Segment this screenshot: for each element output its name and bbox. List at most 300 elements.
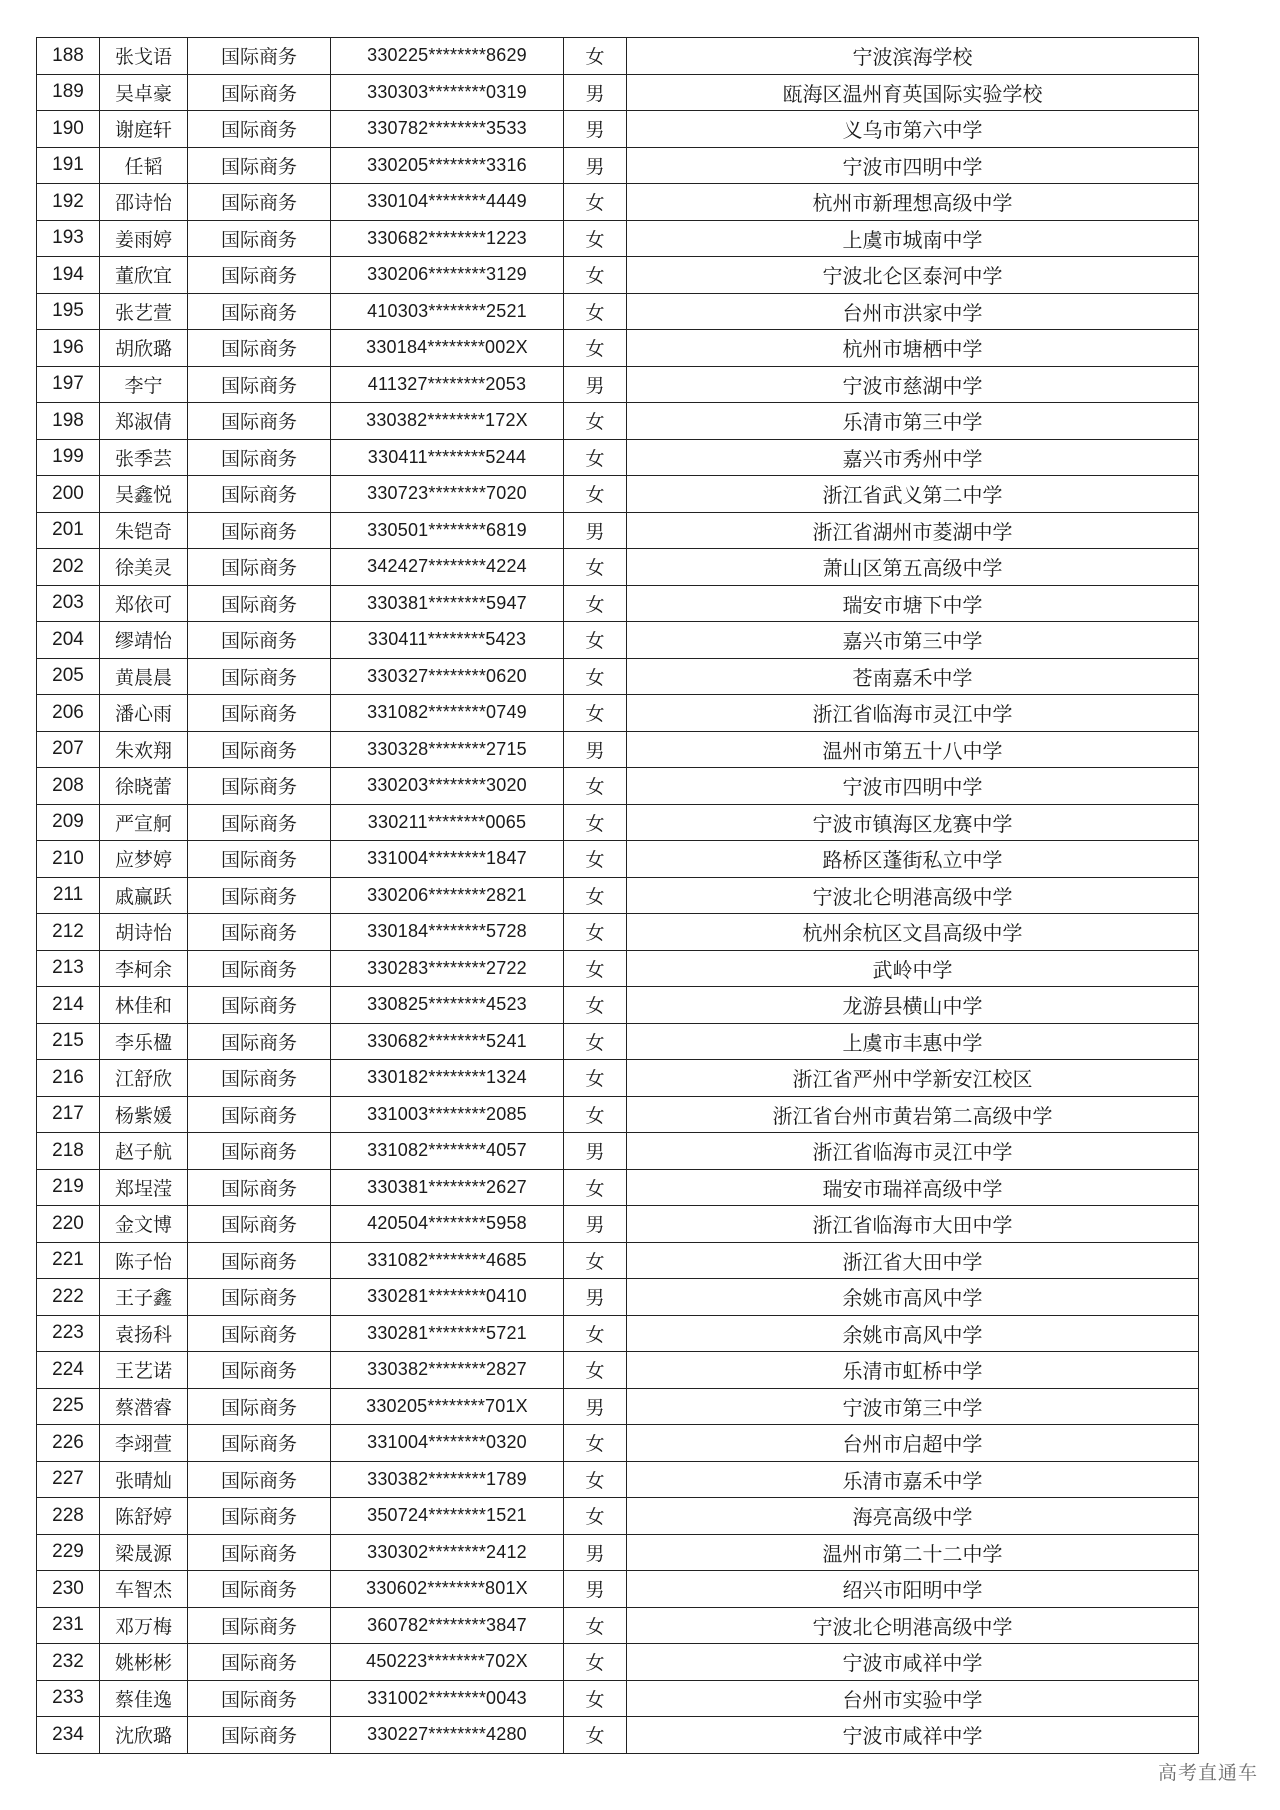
cell-name: 朱欢翔 bbox=[100, 731, 188, 768]
cell-name: 张艺萱 bbox=[100, 293, 188, 330]
cell-name: 张晴灿 bbox=[100, 1461, 188, 1498]
table-row bbox=[37, 1498, 1199, 1535]
cell-major: 国际商务 bbox=[188, 366, 331, 403]
table-row bbox=[37, 731, 1199, 768]
cell-name: 江舒欣 bbox=[100, 1060, 188, 1097]
cell-name: 吴鑫悦 bbox=[100, 476, 188, 513]
cell-id-number: 330327********0620 bbox=[331, 658, 564, 695]
cell-major: 国际商务 bbox=[188, 1279, 331, 1316]
cell-school: 宁波市四明中学 bbox=[627, 768, 1199, 805]
cell-major: 国际商务 bbox=[188, 1206, 331, 1243]
cell-name: 朱铠奇 bbox=[100, 512, 188, 549]
cell-school: 余姚市高风中学 bbox=[627, 1279, 1199, 1316]
cell-name: 蔡佳逸 bbox=[100, 1680, 188, 1717]
table-row bbox=[37, 585, 1199, 622]
cell-number: 225 bbox=[37, 1388, 100, 1425]
cell-major: 国际商务 bbox=[188, 1425, 331, 1462]
cell-gender: 女 bbox=[564, 403, 627, 440]
cell-id-number: 330281********0410 bbox=[331, 1279, 564, 1316]
cell-id-number: 330302********2412 bbox=[331, 1534, 564, 1571]
cell-major: 国际商务 bbox=[188, 950, 331, 987]
cell-id-number: 330206********3129 bbox=[331, 257, 564, 294]
cell-gender: 女 bbox=[564, 658, 627, 695]
cell-gender: 女 bbox=[564, 877, 627, 914]
cell-number: 222 bbox=[37, 1279, 100, 1316]
cell-number: 231 bbox=[37, 1607, 100, 1644]
cell-major: 国际商务 bbox=[188, 1352, 331, 1389]
cell-name: 金文博 bbox=[100, 1206, 188, 1243]
cell-school: 瓯海区温州育英国际实验学校 bbox=[627, 74, 1199, 111]
cell-name: 郑依可 bbox=[100, 585, 188, 622]
cell-id-number: 330602********801X bbox=[331, 1571, 564, 1608]
table-row bbox=[37, 366, 1199, 403]
cell-id-number: 331082********0749 bbox=[331, 695, 564, 732]
cell-number: 226 bbox=[37, 1425, 100, 1462]
cell-school: 浙江省大田中学 bbox=[627, 1242, 1199, 1279]
cell-major: 国际商务 bbox=[188, 877, 331, 914]
cell-name: 谢庭轩 bbox=[100, 111, 188, 148]
cell-number: 197 bbox=[37, 366, 100, 403]
cell-number: 200 bbox=[37, 476, 100, 513]
cell-number: 198 bbox=[37, 403, 100, 440]
cell-school: 武岭中学 bbox=[627, 950, 1199, 987]
table-row bbox=[37, 658, 1199, 695]
cell-id-number: 330227********4280 bbox=[331, 1717, 564, 1754]
cell-gender: 女 bbox=[564, 1425, 627, 1462]
cell-gender: 男 bbox=[564, 366, 627, 403]
cell-major: 国际商务 bbox=[188, 74, 331, 111]
cell-number: 215 bbox=[37, 1023, 100, 1060]
table-row bbox=[37, 1315, 1199, 1352]
cell-gender: 男 bbox=[564, 147, 627, 184]
cell-name: 张戈语 bbox=[100, 38, 188, 75]
cell-name: 胡欣璐 bbox=[100, 330, 188, 367]
table-row bbox=[37, 1680, 1199, 1717]
cell-gender: 女 bbox=[564, 768, 627, 805]
cell-number: 224 bbox=[37, 1352, 100, 1389]
cell-major: 国际商务 bbox=[188, 403, 331, 440]
table-row bbox=[37, 1352, 1199, 1389]
table-row bbox=[37, 330, 1199, 367]
cell-school: 嘉兴市第三中学 bbox=[627, 622, 1199, 659]
table-row bbox=[37, 877, 1199, 914]
cell-number: 223 bbox=[37, 1315, 100, 1352]
cell-gender: 女 bbox=[564, 695, 627, 732]
cell-name: 李柯余 bbox=[100, 950, 188, 987]
cell-id-number: 330205********701X bbox=[331, 1388, 564, 1425]
cell-school: 宁波北仑区泰河中学 bbox=[627, 257, 1199, 294]
cell-school: 宁波市咸祥中学 bbox=[627, 1644, 1199, 1681]
cell-school: 萧山区第五高级中学 bbox=[627, 549, 1199, 586]
cell-number: 230 bbox=[37, 1571, 100, 1608]
cell-name: 邓万梅 bbox=[100, 1607, 188, 1644]
table-row bbox=[37, 403, 1199, 440]
cell-major: 国际商务 bbox=[188, 1644, 331, 1681]
cell-id-number: 331082********4057 bbox=[331, 1133, 564, 1170]
cell-id-number: 331004********0320 bbox=[331, 1425, 564, 1462]
cell-school: 绍兴市阳明中学 bbox=[627, 1571, 1199, 1608]
cell-id-number: 330723********7020 bbox=[331, 476, 564, 513]
cell-id-number: 330104********4449 bbox=[331, 184, 564, 221]
cell-id-number: 331003********2085 bbox=[331, 1096, 564, 1133]
table-row bbox=[37, 293, 1199, 330]
cell-number: 216 bbox=[37, 1060, 100, 1097]
cell-name: 应梦婷 bbox=[100, 841, 188, 878]
cell-number: 229 bbox=[37, 1534, 100, 1571]
cell-major: 国际商务 bbox=[188, 549, 331, 586]
cell-gender: 女 bbox=[564, 293, 627, 330]
cell-gender: 女 bbox=[564, 549, 627, 586]
table-row bbox=[37, 1425, 1199, 1462]
cell-major: 国际商务 bbox=[188, 512, 331, 549]
cell-school: 浙江省临海市大田中学 bbox=[627, 1206, 1199, 1243]
cell-gender: 男 bbox=[564, 74, 627, 111]
table-row bbox=[37, 622, 1199, 659]
cell-id-number: 330682********5241 bbox=[331, 1023, 564, 1060]
cell-school: 宁波北仑明港高级中学 bbox=[627, 1607, 1199, 1644]
cell-id-number: 350724********1521 bbox=[331, 1498, 564, 1535]
cell-school: 宁波市慈湖中学 bbox=[627, 366, 1199, 403]
cell-major: 国际商务 bbox=[188, 439, 331, 476]
admission-list-table bbox=[36, 37, 1199, 1754]
cell-name: 姚彬彬 bbox=[100, 1644, 188, 1681]
table-row bbox=[37, 1717, 1199, 1754]
cell-gender: 女 bbox=[564, 38, 627, 75]
table-row bbox=[37, 111, 1199, 148]
cell-number: 221 bbox=[37, 1242, 100, 1279]
cell-name: 林佳和 bbox=[100, 987, 188, 1024]
cell-school: 宁波滨海学校 bbox=[627, 38, 1199, 75]
cell-gender: 男 bbox=[564, 512, 627, 549]
cell-school: 台州市启超中学 bbox=[627, 1425, 1199, 1462]
cell-school: 嘉兴市秀州中学 bbox=[627, 439, 1199, 476]
cell-gender: 女 bbox=[564, 1717, 627, 1754]
cell-id-number: 330184********5728 bbox=[331, 914, 564, 951]
cell-major: 国际商务 bbox=[188, 1680, 331, 1717]
watermark-text: 高考直通车 bbox=[1157, 1762, 1258, 1784]
cell-school: 龙游县横山中学 bbox=[627, 987, 1199, 1024]
table-row bbox=[37, 38, 1199, 75]
cell-id-number: 330206********2821 bbox=[331, 877, 564, 914]
cell-gender: 男 bbox=[564, 1206, 627, 1243]
cell-number: 213 bbox=[37, 950, 100, 987]
table-row bbox=[37, 549, 1199, 586]
cell-major: 国际商务 bbox=[188, 1717, 331, 1754]
cell-major: 国际商务 bbox=[188, 220, 331, 257]
cell-school: 乐清市第三中学 bbox=[627, 403, 1199, 440]
cell-id-number: 450223********702X bbox=[331, 1644, 564, 1681]
cell-number: 192 bbox=[37, 184, 100, 221]
cell-gender: 女 bbox=[564, 1169, 627, 1206]
cell-id-number: 410303********2521 bbox=[331, 293, 564, 330]
cell-gender: 男 bbox=[564, 1571, 627, 1608]
cell-id-number: 330182********1324 bbox=[331, 1060, 564, 1097]
cell-number: 205 bbox=[37, 658, 100, 695]
cell-name: 蔡潜睿 bbox=[100, 1388, 188, 1425]
cell-school: 杭州市塘栖中学 bbox=[627, 330, 1199, 367]
cell-id-number: 330411********5244 bbox=[331, 439, 564, 476]
cell-number: 203 bbox=[37, 585, 100, 622]
cell-name: 王子鑫 bbox=[100, 1279, 188, 1316]
table-row bbox=[37, 1206, 1199, 1243]
cell-name: 姜雨婷 bbox=[100, 220, 188, 257]
cell-major: 国际商务 bbox=[188, 1023, 331, 1060]
cell-gender: 男 bbox=[564, 731, 627, 768]
cell-id-number: 330283********2722 bbox=[331, 950, 564, 987]
cell-name: 郑埕滢 bbox=[100, 1169, 188, 1206]
table-row bbox=[37, 1133, 1199, 1170]
cell-number: 220 bbox=[37, 1206, 100, 1243]
cell-number: 232 bbox=[37, 1644, 100, 1681]
cell-gender: 女 bbox=[564, 622, 627, 659]
cell-gender: 女 bbox=[564, 585, 627, 622]
cell-school: 台州市洪家中学 bbox=[627, 293, 1199, 330]
cell-school: 宁波市咸祥中学 bbox=[627, 1717, 1199, 1754]
table-row bbox=[37, 512, 1199, 549]
cell-number: 233 bbox=[37, 1680, 100, 1717]
cell-number: 211 bbox=[37, 877, 100, 914]
cell-number: 218 bbox=[37, 1133, 100, 1170]
cell-number: 199 bbox=[37, 439, 100, 476]
cell-major: 国际商务 bbox=[188, 914, 331, 951]
cell-gender: 女 bbox=[564, 1644, 627, 1681]
cell-school: 苍南嘉禾中学 bbox=[627, 658, 1199, 695]
cell-school: 温州市第二十二中学 bbox=[627, 1534, 1199, 1571]
cell-major: 国际商务 bbox=[188, 987, 331, 1024]
cell-id-number: 331004********1847 bbox=[331, 841, 564, 878]
cell-major: 国际商务 bbox=[188, 731, 331, 768]
table-row bbox=[37, 1607, 1199, 1644]
cell-number: 202 bbox=[37, 549, 100, 586]
cell-number: 193 bbox=[37, 220, 100, 257]
cell-major: 国际商务 bbox=[188, 1096, 331, 1133]
cell-gender: 女 bbox=[564, 476, 627, 513]
table-row bbox=[37, 439, 1199, 476]
table-row bbox=[37, 147, 1199, 184]
cell-number: 210 bbox=[37, 841, 100, 878]
cell-name: 赵子航 bbox=[100, 1133, 188, 1170]
cell-id-number: 330281********5721 bbox=[331, 1315, 564, 1352]
cell-id-number: 330825********4523 bbox=[331, 987, 564, 1024]
cell-name: 吴卓豪 bbox=[100, 74, 188, 111]
cell-gender: 女 bbox=[564, 1607, 627, 1644]
cell-school: 上虞市城南中学 bbox=[627, 220, 1199, 257]
cell-id-number: 330203********3020 bbox=[331, 768, 564, 805]
cell-name: 张季芸 bbox=[100, 439, 188, 476]
cell-school: 余姚市高风中学 bbox=[627, 1315, 1199, 1352]
cell-name: 戚赢跃 bbox=[100, 877, 188, 914]
cell-number: 201 bbox=[37, 512, 100, 549]
cell-major: 国际商务 bbox=[188, 293, 331, 330]
cell-school: 台州市实验中学 bbox=[627, 1680, 1199, 1717]
cell-major: 国际商务 bbox=[188, 330, 331, 367]
cell-major: 国际商务 bbox=[188, 1060, 331, 1097]
cell-id-number: 330411********5423 bbox=[331, 622, 564, 659]
cell-school: 浙江省湖州市菱湖中学 bbox=[627, 512, 1199, 549]
table-row bbox=[37, 1571, 1199, 1608]
cell-gender: 男 bbox=[564, 1279, 627, 1316]
cell-number: 207 bbox=[37, 731, 100, 768]
cell-school: 乐清市嘉禾中学 bbox=[627, 1461, 1199, 1498]
cell-school: 杭州市新理想高级中学 bbox=[627, 184, 1199, 221]
cell-number: 190 bbox=[37, 111, 100, 148]
table-row bbox=[37, 1534, 1199, 1571]
table-row bbox=[37, 1023, 1199, 1060]
cell-name: 严宣舸 bbox=[100, 804, 188, 841]
cell-major: 国际商务 bbox=[188, 257, 331, 294]
cell-name: 梁晟源 bbox=[100, 1534, 188, 1571]
cell-id-number: 330225********8629 bbox=[331, 38, 564, 75]
cell-number: 208 bbox=[37, 768, 100, 805]
table-row bbox=[37, 1644, 1199, 1681]
table-row bbox=[37, 1060, 1199, 1097]
cell-id-number: 330382********172X bbox=[331, 403, 564, 440]
cell-name: 李翊萱 bbox=[100, 1425, 188, 1462]
cell-major: 国际商务 bbox=[188, 184, 331, 221]
table-row bbox=[37, 476, 1199, 513]
cell-id-number: 360782********3847 bbox=[331, 1607, 564, 1644]
cell-gender: 女 bbox=[564, 1242, 627, 1279]
cell-gender: 女 bbox=[564, 914, 627, 951]
cell-school: 浙江省临海市灵江中学 bbox=[627, 695, 1199, 732]
cell-major: 国际商务 bbox=[188, 1571, 331, 1608]
cell-id-number: 330381********5947 bbox=[331, 585, 564, 622]
cell-major: 国际商务 bbox=[188, 1242, 331, 1279]
cell-gender: 男 bbox=[564, 1534, 627, 1571]
cell-id-number: 330382********2827 bbox=[331, 1352, 564, 1389]
cell-id-number: 331082********4685 bbox=[331, 1242, 564, 1279]
cell-name: 黄晨晨 bbox=[100, 658, 188, 695]
cell-major: 国际商务 bbox=[188, 1315, 331, 1352]
cell-id-number: 330501********6819 bbox=[331, 512, 564, 549]
cell-id-number: 330682********1223 bbox=[331, 220, 564, 257]
cell-school: 宁波市四明中学 bbox=[627, 147, 1199, 184]
cell-major: 国际商务 bbox=[188, 1607, 331, 1644]
table-row bbox=[37, 220, 1199, 257]
cell-number: 194 bbox=[37, 257, 100, 294]
cell-gender: 女 bbox=[564, 804, 627, 841]
table-row bbox=[37, 1388, 1199, 1425]
table-row bbox=[37, 1242, 1199, 1279]
cell-gender: 女 bbox=[564, 330, 627, 367]
cell-number: 209 bbox=[37, 804, 100, 841]
cell-school: 温州市第五十八中学 bbox=[627, 731, 1199, 768]
cell-gender: 女 bbox=[564, 220, 627, 257]
cell-id-number: 330184********002X bbox=[331, 330, 564, 367]
cell-name: 任韬 bbox=[100, 147, 188, 184]
cell-id-number: 330205********3316 bbox=[331, 147, 564, 184]
cell-number: 204 bbox=[37, 622, 100, 659]
table-row bbox=[37, 804, 1199, 841]
table-row bbox=[37, 184, 1199, 221]
cell-major: 国际商务 bbox=[188, 1498, 331, 1535]
cell-gender: 女 bbox=[564, 1680, 627, 1717]
cell-name: 邵诗怡 bbox=[100, 184, 188, 221]
cell-id-number: 330382********1789 bbox=[331, 1461, 564, 1498]
cell-school: 杭州余杭区文昌高级中学 bbox=[627, 914, 1199, 951]
table-row bbox=[37, 1169, 1199, 1206]
cell-school: 瑞安市塘下中学 bbox=[627, 585, 1199, 622]
cell-number: 217 bbox=[37, 1096, 100, 1133]
cell-gender: 女 bbox=[564, 1023, 627, 1060]
cell-major: 国际商务 bbox=[188, 38, 331, 75]
cell-gender: 男 bbox=[564, 1388, 627, 1425]
table-row bbox=[37, 74, 1199, 111]
cell-name: 车智杰 bbox=[100, 1571, 188, 1608]
cell-school: 上虞市丰惠中学 bbox=[627, 1023, 1199, 1060]
cell-school: 乐清市虹桥中学 bbox=[627, 1352, 1199, 1389]
cell-gender: 女 bbox=[564, 1315, 627, 1352]
cell-name: 潘心雨 bbox=[100, 695, 188, 732]
cell-name: 陈子怡 bbox=[100, 1242, 188, 1279]
cell-name: 董欣宜 bbox=[100, 257, 188, 294]
cell-number: 219 bbox=[37, 1169, 100, 1206]
cell-school: 海亮高级中学 bbox=[627, 1498, 1199, 1535]
cell-major: 国际商务 bbox=[188, 1388, 331, 1425]
cell-id-number: 331002********0043 bbox=[331, 1680, 564, 1717]
cell-major: 国际商务 bbox=[188, 147, 331, 184]
cell-major: 国际商务 bbox=[188, 1169, 331, 1206]
cell-name: 缪靖怡 bbox=[100, 622, 188, 659]
cell-school: 宁波市第三中学 bbox=[627, 1388, 1199, 1425]
cell-major: 国际商务 bbox=[188, 1133, 331, 1170]
cell-name: 胡诗怡 bbox=[100, 914, 188, 951]
cell-name: 李乐楹 bbox=[100, 1023, 188, 1060]
cell-number: 206 bbox=[37, 695, 100, 732]
cell-school: 瑞安市瑞祥高级中学 bbox=[627, 1169, 1199, 1206]
cell-id-number: 330211********0065 bbox=[331, 804, 564, 841]
table-row bbox=[37, 841, 1199, 878]
cell-gender: 女 bbox=[564, 439, 627, 476]
cell-id-number: 330782********3533 bbox=[331, 111, 564, 148]
cell-id-number: 330328********2715 bbox=[331, 731, 564, 768]
cell-gender: 男 bbox=[564, 1133, 627, 1170]
cell-gender: 女 bbox=[564, 257, 627, 294]
cell-major: 国际商务 bbox=[188, 1534, 331, 1571]
cell-name: 徐美灵 bbox=[100, 549, 188, 586]
table-row bbox=[37, 695, 1199, 732]
cell-gender: 女 bbox=[564, 1060, 627, 1097]
cell-number: 189 bbox=[37, 74, 100, 111]
cell-major: 国际商务 bbox=[188, 804, 331, 841]
cell-name: 袁扬科 bbox=[100, 1315, 188, 1352]
cell-number: 195 bbox=[37, 293, 100, 330]
table-row bbox=[37, 1096, 1199, 1133]
cell-school: 宁波北仑明港高级中学 bbox=[627, 877, 1199, 914]
cell-id-number: 411327********2053 bbox=[331, 366, 564, 403]
cell-id-number: 330381********2627 bbox=[331, 1169, 564, 1206]
cell-name: 郑淑倩 bbox=[100, 403, 188, 440]
cell-major: 国际商务 bbox=[188, 476, 331, 513]
cell-name: 陈舒婷 bbox=[100, 1498, 188, 1535]
cell-major: 国际商务 bbox=[188, 585, 331, 622]
cell-gender: 女 bbox=[564, 841, 627, 878]
cell-school: 路桥区蓬街私立中学 bbox=[627, 841, 1199, 878]
cell-gender: 女 bbox=[564, 987, 627, 1024]
cell-number: 234 bbox=[37, 1717, 100, 1754]
cell-id-number: 420504********5958 bbox=[331, 1206, 564, 1243]
table-row bbox=[37, 914, 1199, 951]
cell-major: 国际商务 bbox=[188, 841, 331, 878]
table-row bbox=[37, 1461, 1199, 1498]
cell-number: 212 bbox=[37, 914, 100, 951]
cell-school: 宁波市镇海区龙赛中学 bbox=[627, 804, 1199, 841]
cell-school: 浙江省台州市黄岩第二高级中学 bbox=[627, 1096, 1199, 1133]
table-row bbox=[37, 768, 1199, 805]
cell-school: 浙江省武义第二中学 bbox=[627, 476, 1199, 513]
cell-number: 191 bbox=[37, 147, 100, 184]
table-row bbox=[37, 950, 1199, 987]
